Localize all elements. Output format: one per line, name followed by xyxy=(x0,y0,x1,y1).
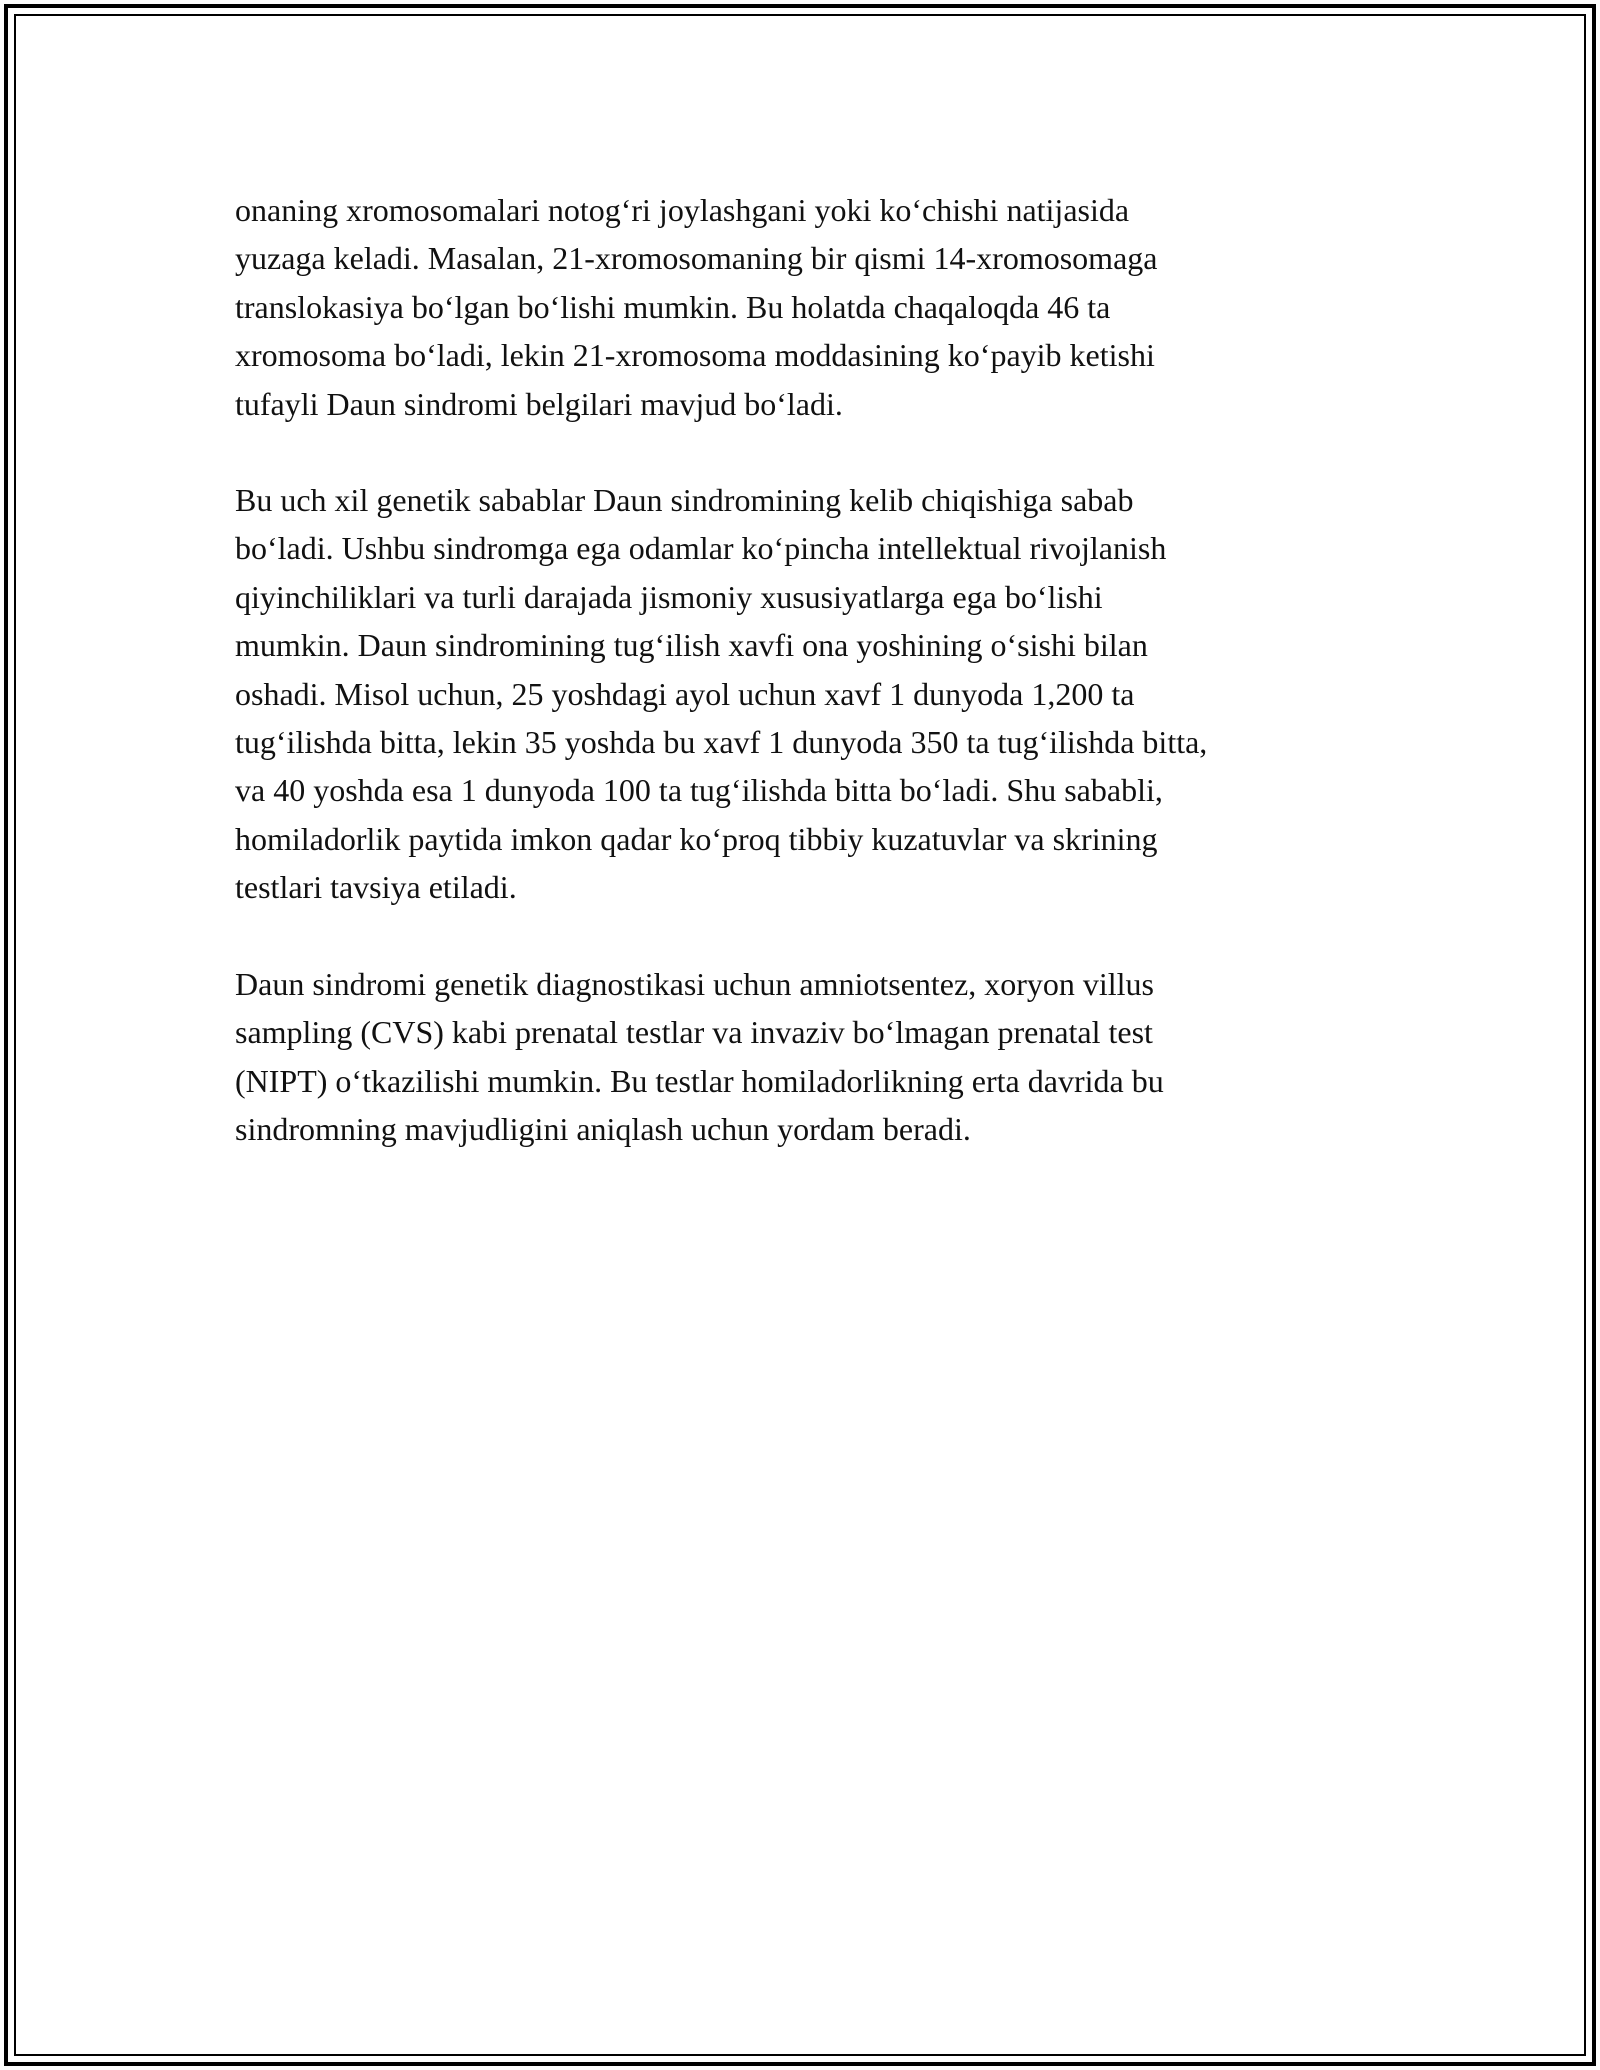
document-body xyxy=(235,186,1375,1201)
paragraph-2: Bu uch xil genetik sabablar Daun sindromining kelib chiqishiga sabab bo‘ladi. Ushbu sindromga ega odamlar ko‘pincha intellektual rivojlanish qiyinchiliklari va turli darajada jismoniy xususiyatlarga ega bo‘lishi mumkin. Daun sindromining tug‘ilish xavfi ona yoshining o‘sishi bilan oshadi. Misol uchun, 25 yoshdagi ayol uchun xavf 1 dunyoda 1,200 ta tug‘ilishda bitta, lekin 35 yoshda bu xavf 1 dunyoda 350 ta tug‘ilishda bitta, va 40 yoshda esa 1 dunyoda 100 ta tug‘ilishda bitta bo‘ladi. Shu sababli, homiladorlik paytida imkon qadar ko‘proq tibbiy kuzatuvlar va skrining testlari tavsiya etiladi. xyxy=(235,482,1208,906)
paragraph-1: onaning xromosomalari notog‘ri joylashgani yoki ko‘chishi natijasida yuzaga keladi. Masalan, 21-xromosomaning bir qismi 14-xromosomaga translokasiya bo‘lgan bo‘lishi mumkin. Bu holatda chaqaloqda 46 ta xromosoma bo‘ladi, lekin 21-xromosoma moddasining ko‘payib ketishi tufayli Daun sindromi belgilari mavjud bo‘ladi. xyxy=(235,192,1158,422)
paragraph-3: Daun sindromi genetik diagnostikasi uchun amniotsentez, xoryon villus sampling (CVS) kabi prenatal testlar va invaziv bo‘lmagan prenatal test (NIPT) o‘tkazilishi mumkin. Bu testlar homiladorlikning erta davrida bu sindromning mavjudligini aniqlash uchun yordam beradi. xyxy=(235,965,1164,1147)
